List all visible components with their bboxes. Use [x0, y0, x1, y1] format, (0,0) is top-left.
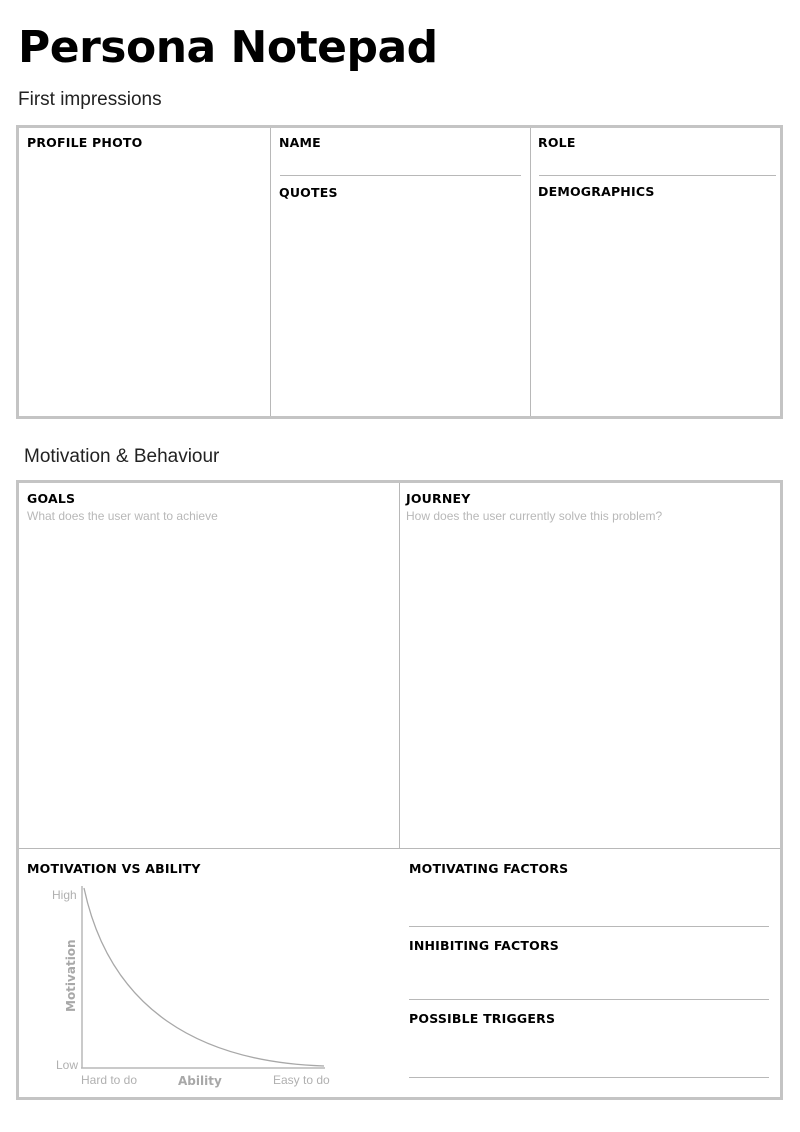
y-axis-high-label: High [52, 888, 77, 902]
first-impressions-heading: First impressions [18, 89, 162, 110]
journey-label: JOURNEY [406, 491, 471, 506]
possible-triggers-label: POSSIBLE TRIGGERS [409, 1011, 556, 1026]
y-axis-low-label: Low [56, 1058, 79, 1072]
quotes-label: QUOTES [279, 185, 338, 200]
journey-hint: How does the user currently solve this problem? [406, 509, 663, 523]
name-label: NAME [279, 135, 321, 150]
motivation-behaviour-heading: Motivation & Behaviour [24, 446, 220, 467]
goals-hint: What does the user want to achieve [27, 509, 218, 523]
x-axis-title: Ability [178, 1074, 222, 1088]
y-axis-title: Motivation [64, 939, 78, 1012]
motivating-factors-label: MOTIVATING FACTORS [409, 861, 569, 876]
motivation-vs-ability-label: MOTIVATION VS ABILITY [27, 861, 201, 876]
profile-photo-label: PROFILE PHOTO [27, 135, 143, 150]
motivation-curve [84, 888, 324, 1066]
x-axis-high-label: Easy to do [273, 1073, 330, 1087]
page-title: Persona Notepad [18, 22, 438, 73]
demographics-label: DEMOGRAPHICS [538, 184, 655, 199]
role-label: ROLE [538, 135, 576, 150]
x-axis-low-label: Hard to do [81, 1073, 138, 1087]
inhibiting-factors-label: INHIBITING FACTORS [409, 938, 559, 953]
goals-label: GOALS [27, 491, 76, 506]
